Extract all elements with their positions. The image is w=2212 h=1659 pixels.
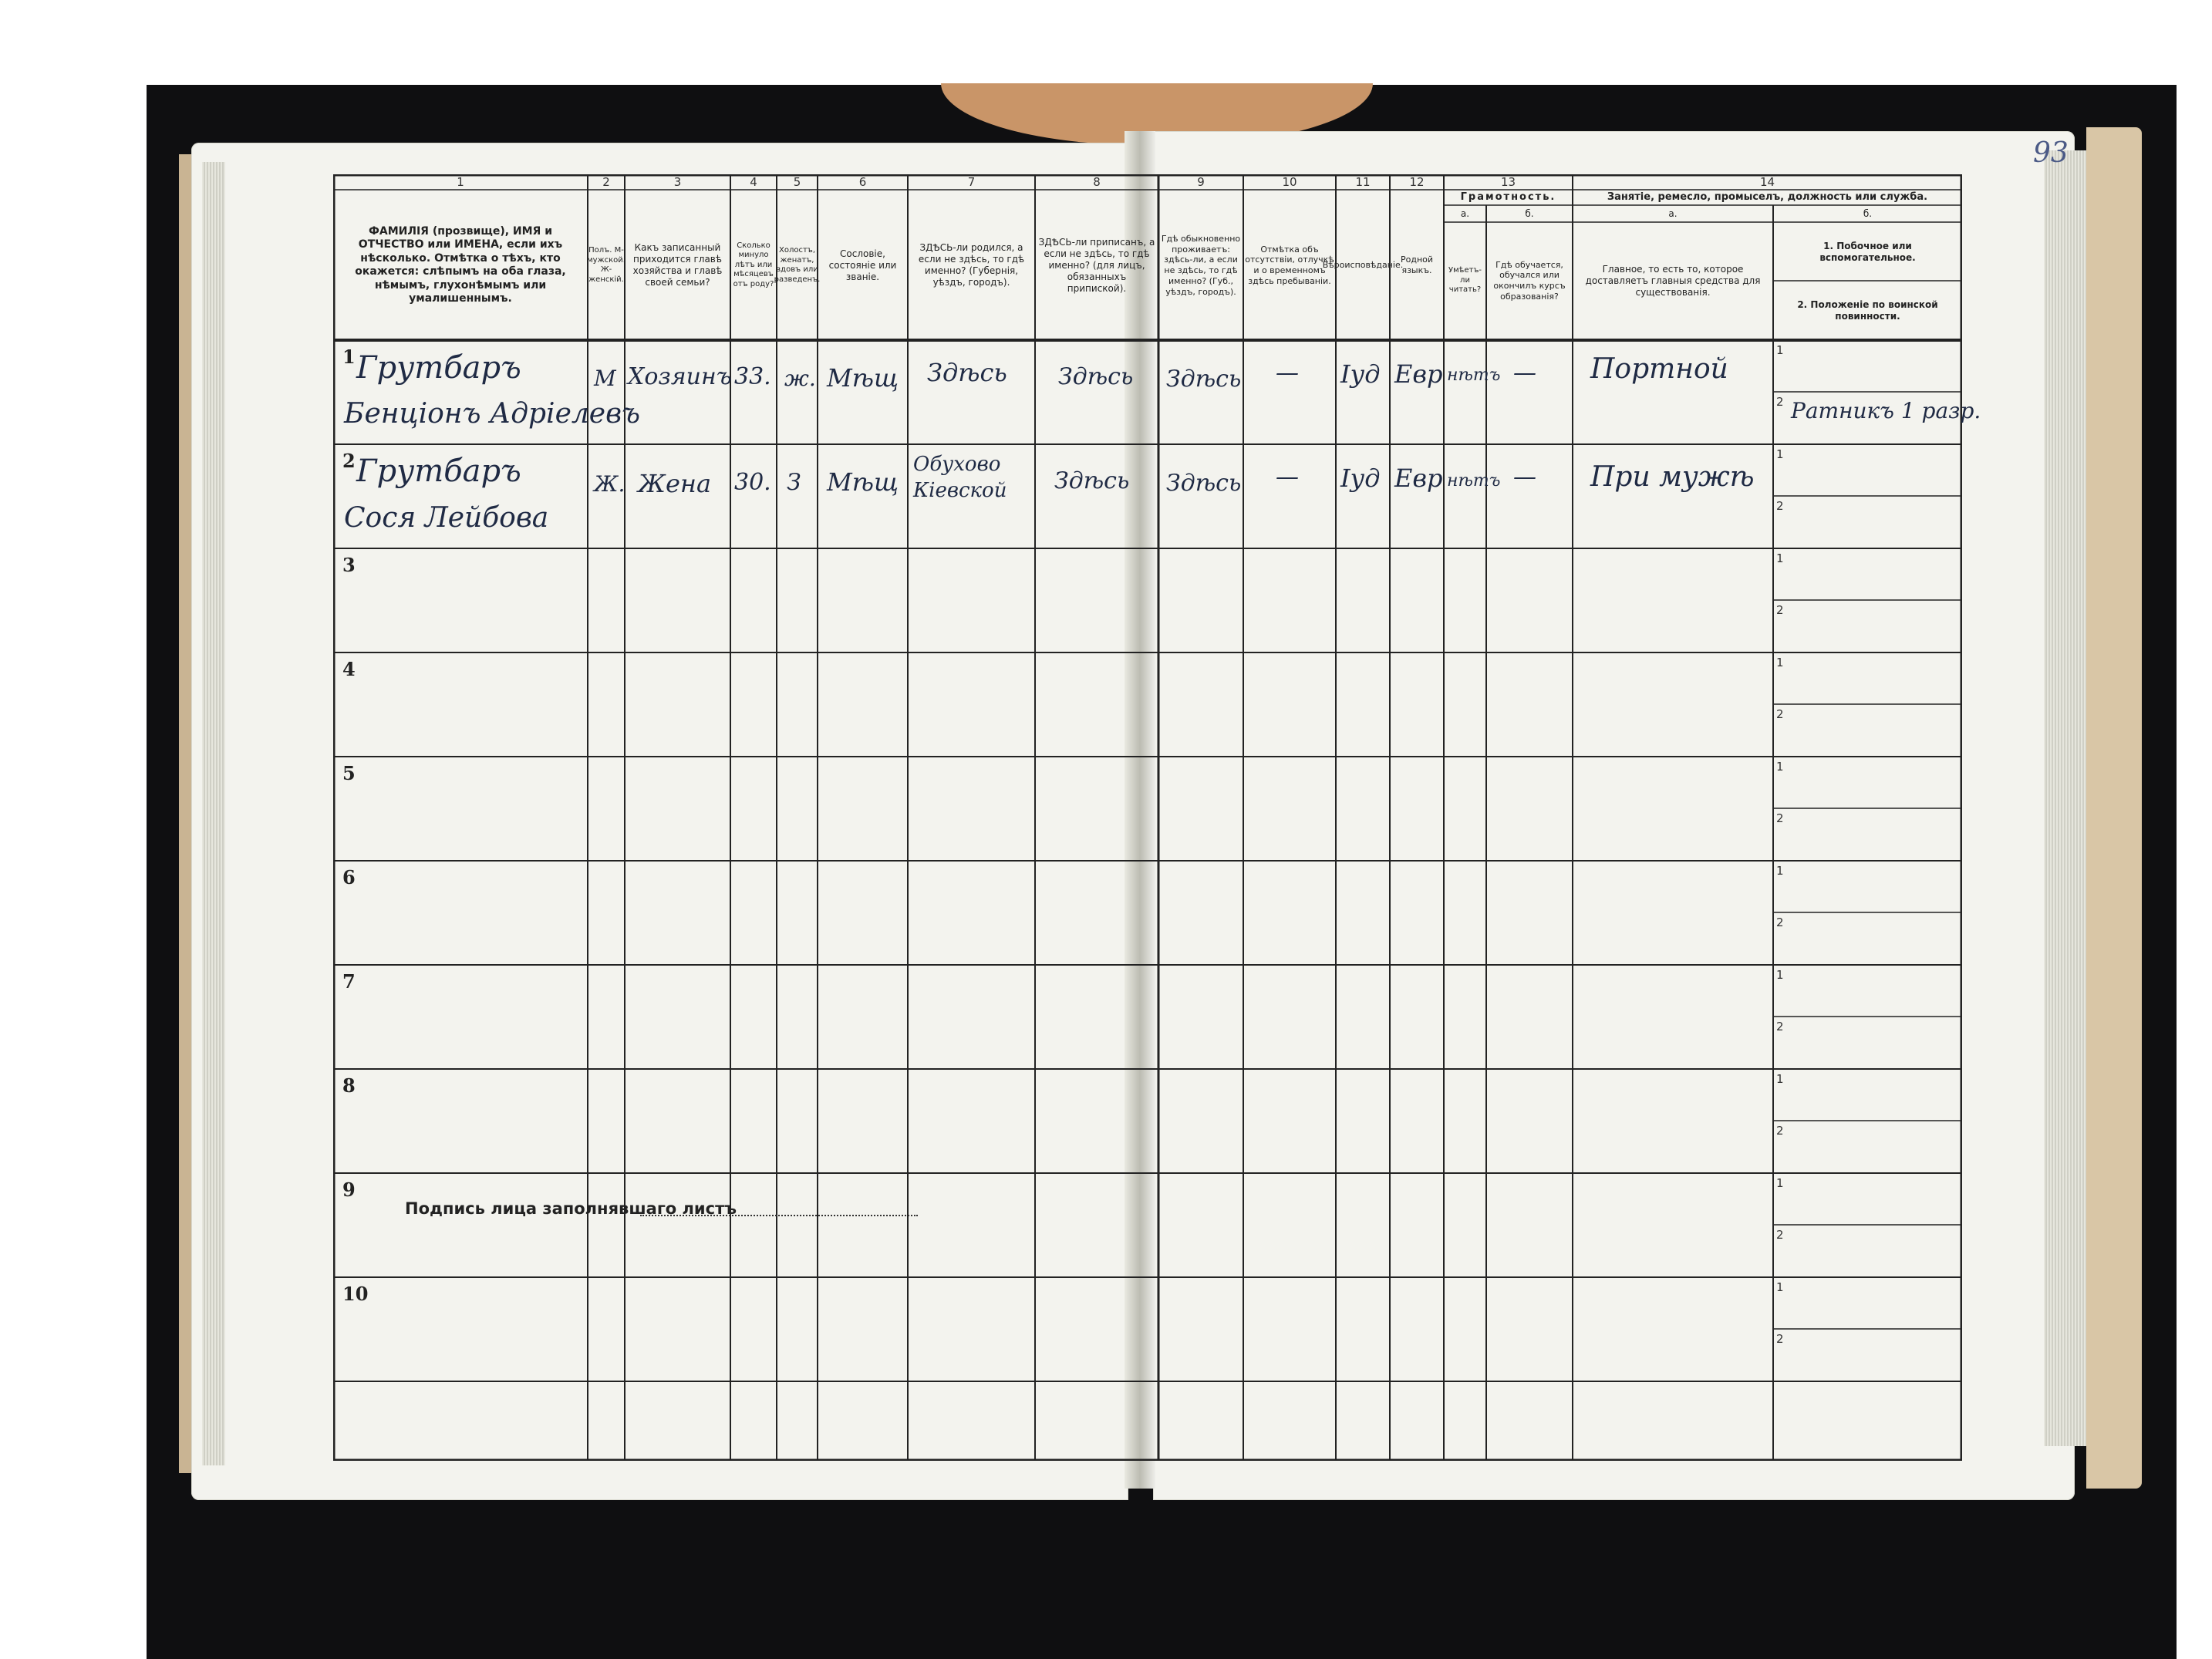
entry-1-occupation: Портной — [1590, 353, 1728, 385]
entry-2-occupation: При мужѣ — [1590, 461, 1755, 493]
col-number-5: 5 — [793, 175, 801, 189]
header-estate: Сословіе, состояніе или званіе. — [828, 248, 897, 282]
entry-1-sex: М — [594, 366, 616, 391]
col-number-9: 9 — [1197, 175, 1205, 189]
entry-1-surname: Грутбаръ — [356, 350, 521, 386]
census-form — [333, 174, 1981, 1461]
header-education: Гдѣ обучается, обучался или окончилъ курсъ образованія? — [1493, 259, 1566, 302]
sub-mark-6-1: 1 — [1776, 864, 1784, 878]
entry-2-literacy: нѣтъ — [1447, 471, 1501, 491]
entry-1-religion: Іуд — [1340, 359, 1381, 389]
sub-mark-10-1: 1 — [1776, 1280, 1784, 1294]
sub-mark-2-1: 1 — [1776, 447, 1784, 461]
header-marital: Холостъ, женатъ, вдовъ или разведенъ. — [774, 246, 821, 284]
row-number-8: 8 — [342, 1074, 356, 1097]
sub-mark-3-2: 2 — [1776, 603, 1784, 617]
header-military: 2. Положеніе по воинской повинности. — [1797, 299, 1938, 322]
header-literacy: Грамотность. — [1460, 191, 1556, 203]
row-number-4: 4 — [342, 658, 356, 680]
sub-mark-4-1: 1 — [1776, 656, 1784, 669]
sub-mark-9-1: 1 — [1776, 1176, 1784, 1190]
header-sex: Полъ. М-мужской. Ж-женскій. — [587, 246, 625, 284]
sub-mark-9-2: 2 — [1776, 1228, 1784, 1242]
entry-2-religion: Іуд — [1340, 464, 1381, 493]
sub-mark-4-2: 2 — [1776, 707, 1784, 721]
header-birthplace: ЗДѢСЬ-ли родился, а если не здѣсь, то гдѣ именно? (Губернія, уѣздъ, городъ). — [918, 242, 1025, 288]
page-number: 93 — [2033, 137, 2069, 169]
header-literacy-b: б. — [1525, 207, 1534, 219]
page-stack-right — [2044, 150, 2086, 1446]
entry-2-sex: Ж. — [594, 471, 625, 497]
entry-1-estate: Мѣщ — [827, 363, 899, 393]
header-main-occupation: Главное, то есть то, которое доставляетъ главныя средства для существованія. — [1585, 263, 1761, 298]
entry-2-surname: Грутбаръ — [356, 454, 521, 489]
header-can-read: Умѣетъ-ли читать? — [1448, 266, 1482, 295]
row-number-6: 6 — [342, 866, 356, 889]
header-literacy-a: а. — [1460, 207, 1470, 219]
entry-1-absence: — — [1276, 359, 1299, 386]
entry-2-given-name: Сося Лейбова — [344, 502, 549, 534]
row-number-3: 3 — [342, 554, 356, 576]
header-residence: Гдѣ обыкновенно проживаетъ: здѣсь-ли, а если не здѣсь, то гдѣ именно? (Губ., уѣздъ, городъ). — [1161, 233, 1241, 297]
sub-mark-3-1: 1 — [1776, 551, 1784, 565]
row-number-7: 7 — [342, 970, 356, 993]
header-occupation-a: а. — [1668, 207, 1678, 219]
entry-2-birthplace: Обухово Кіевской — [913, 453, 1007, 502]
header-registered: ЗДѢСЬ-ли приписанъ, а если не здѣсь, то гдѣ именно? (для лицъ, обязанныхъ припиской). — [1038, 236, 1155, 294]
signature-label: Подпись лица заполнявшаго листъ — [405, 1199, 737, 1218]
sub-mark-1-2: 2 — [1776, 395, 1784, 409]
entry-2-estate: Мѣщ — [827, 467, 899, 497]
entry-2-education: — — [1513, 464, 1536, 491]
header-religion: Вѣроисповѣданіе. — [1322, 260, 1404, 271]
col-number-10: 10 — [1282, 175, 1297, 189]
entry-2-marital: З — [787, 469, 801, 496]
row-number-2: 2 — [342, 450, 356, 472]
sub-mark-8-1: 1 — [1776, 1072, 1784, 1086]
entry-1-age: 33. — [734, 363, 771, 390]
entry-2-residence: Здѣсь — [1166, 470, 1242, 497]
header-occupation-b: б. — [1863, 207, 1873, 219]
sub-mark-1-1: 1 — [1776, 343, 1784, 357]
book-cover-right — [2086, 127, 2142, 1489]
sub-mark-7-1: 1 — [1776, 968, 1784, 982]
col-number-7: 7 — [967, 175, 976, 189]
sub-mark-8-2: 2 — [1776, 1124, 1784, 1138]
page-stack-left — [202, 162, 225, 1465]
col-number-4: 4 — [750, 175, 757, 189]
entry-1-relation: Хозяинъ — [628, 363, 732, 390]
entry-2-age: 30. — [734, 469, 771, 496]
col-number-13: 13 — [1500, 175, 1516, 189]
entry-2-registered: Здѣсь — [1054, 467, 1130, 494]
entry-1-marital: ж. — [784, 366, 816, 391]
entry-2-relation: Жена — [638, 469, 712, 498]
row-number-5: 5 — [342, 762, 356, 784]
row-number-10: 10 — [342, 1283, 369, 1305]
entry-1-literacy: нѣтъ — [1447, 366, 1501, 385]
entry-1-birthplace: Здѣсь — [927, 358, 1007, 387]
header-side-occupation: 1. Побочное или вспомогательное. — [1819, 241, 1916, 263]
header-absence: Отмѣтка объ отсутствіи, отлучкѣ и о временномъ здѣсь пребываніи. — [1245, 244, 1334, 286]
entry-1-residence: Здѣсь — [1166, 366, 1242, 393]
entry-2-absence: — — [1276, 464, 1299, 491]
entry-1-education: — — [1513, 359, 1536, 386]
header-name: ФАМИЛІЯ (прозвище), ИМЯ и ОТЧЕСТВО или ИМЕНА, если ихъ нѣсколько. Отмѣтка о тѣхъ, кто окажется: слѣпымъ на оба глаза, нѣмымъ, глухонѣмымъ или умалишеннымъ. — [355, 224, 566, 305]
sub-mark-5-1: 1 — [1776, 760, 1784, 774]
header-relation: Какъ записанный приходится главѣ хозяйства и главѣ своей семьи? — [632, 242, 723, 288]
entry-1-language: Евр — [1394, 359, 1443, 389]
row-number-9: 9 — [342, 1178, 356, 1201]
col-number-6: 6 — [858, 175, 867, 189]
col-number-14: 14 — [1759, 175, 1775, 189]
col-number-3: 3 — [673, 175, 682, 189]
col-number-11: 11 — [1355, 175, 1371, 189]
sub-mark-5-2: 2 — [1776, 811, 1784, 825]
header-language: Родной языкъ. — [1400, 255, 1434, 275]
sub-mark-10-2: 2 — [1776, 1332, 1784, 1346]
col-number-1: 1 — [457, 175, 464, 189]
entry-2-language: Евр — [1394, 464, 1443, 493]
entry-1-given-name: Бенціонъ Адріелевъ — [344, 398, 641, 430]
col-number-8: 8 — [1093, 175, 1101, 189]
header-occupation: Занятіе, ремесло, промыселъ, должность или служба. — [1607, 191, 1928, 203]
sub-mark-2-2: 2 — [1776, 499, 1784, 513]
entry-1-registered: Здѣсь — [1058, 363, 1134, 390]
col-number-2: 2 — [602, 175, 610, 189]
entry-1-military: Ратникъ 1 разр. — [1791, 398, 1981, 423]
signature-line — [640, 1215, 918, 1216]
header-age: Сколько минуло лѣтъ или мѣсяцевъ отъ роду? — [733, 241, 774, 288]
sub-mark-7-2: 2 — [1776, 1020, 1784, 1034]
col-number-12: 12 — [1409, 175, 1425, 189]
row-number-1: 1 — [342, 346, 356, 368]
sub-mark-6-2: 2 — [1776, 915, 1784, 929]
